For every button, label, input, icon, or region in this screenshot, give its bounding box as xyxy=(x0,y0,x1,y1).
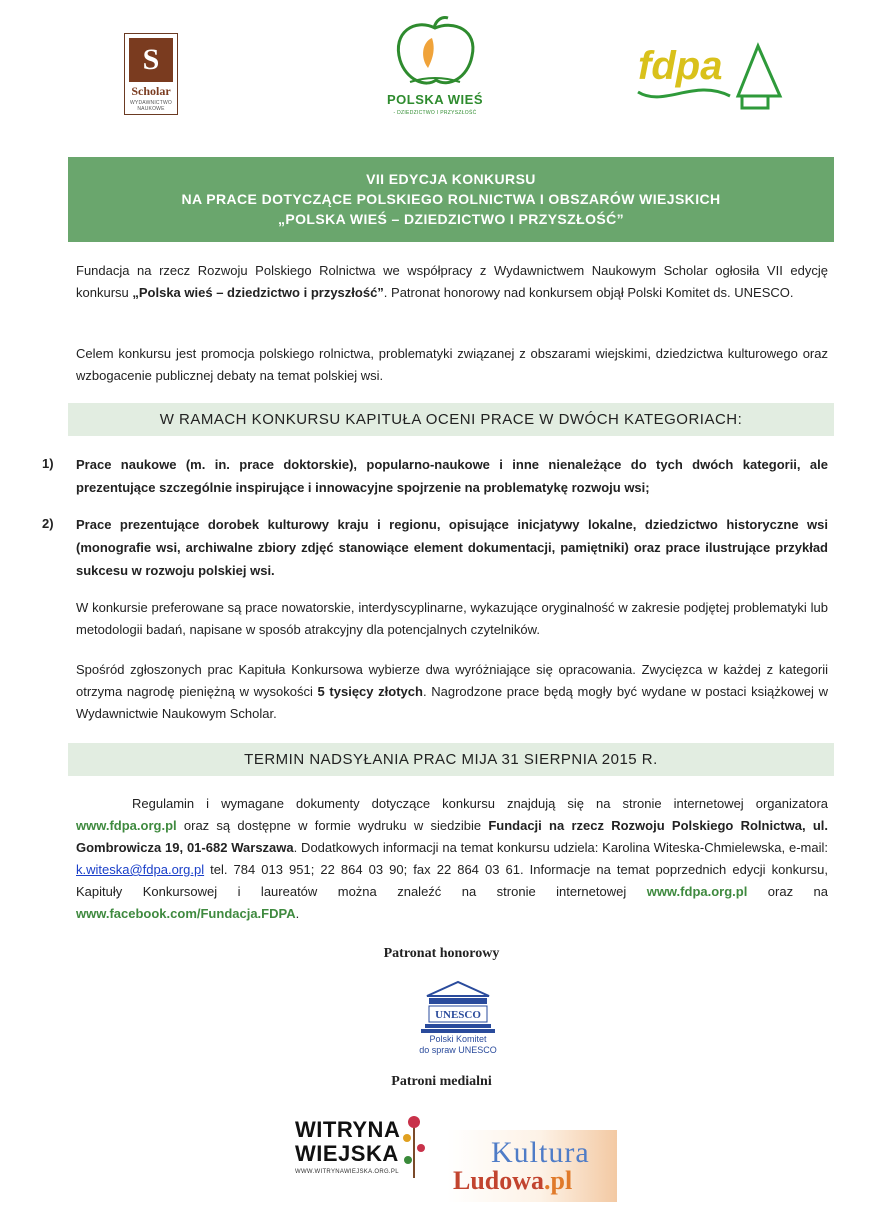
polska-wies-logo-tagline: - DZIEDZICTWO I PRZYSZŁOŚĆ xyxy=(393,110,477,116)
polska-wies-logo xyxy=(370,14,500,124)
prize-amount: 5 tysięcy złotych xyxy=(317,684,423,699)
witryna-logo-url: WWW.WITRYNAWIEJSKA.ORG.PL xyxy=(295,1169,399,1175)
flower-icon xyxy=(399,1112,429,1182)
honorary-patronage-label: Patronat honorowy xyxy=(383,946,500,961)
info-text-b: oraz są dostępne w formie wydruku w siedzibie xyxy=(176,818,489,833)
prize-text-b: . Nagrodzone prace będą mogły być wydane w postaci książkowej w Wydawnictwie Naukowym Scholar. xyxy=(76,684,828,721)
witryna-wiejska-logo xyxy=(295,1118,435,1198)
banner-line-1: VII EDYCJA KONKURSU xyxy=(366,171,536,187)
category-1-number: 1) xyxy=(42,456,54,471)
prize-text-a: Spośród zgłoszonych prac Kapituła Konkursowa wybierze dwa wyróżniające się opracowania. Zwycięzca w każdej z kategorii otrzyma nagrodę pieniężną w wysokości xyxy=(76,662,828,699)
unesco-logo xyxy=(413,978,503,1058)
intro-p1-text-b: . Patronat honorowy nad konkursem objął Polski Komitet ds. UNESCO. xyxy=(383,285,794,300)
category-1-text: Prace naukowe (m. in. prace doktorskie), popularno-naukowe i inne nienależące do tych dwóch kategorii, ale prezentujące szczególnie inspirujące i innowacyjne spojrzenie na problematykę rozwoju wsi; xyxy=(76,457,828,495)
intro-paragraph-2: Celem konkursu jest promocja polskiego rolnictwa, problematyki związanej z obszarami wiejskimi, dziedzictwa kulturowego oraz wzbogacenie publicznej debaty na temat polskiej wsi. xyxy=(76,346,828,383)
intro-p1-text-a: Fundacja na rzecz Rozwoju Polskiego Rolnictwa we współpracy z Wydawnictwem Naukowym Scholar ogłosiła VII edycję konkursu xyxy=(76,263,828,300)
categories-heading: W RAMACH KONKURSU KAPITUŁA OCENI PRACE W DWÓCH KATEGORIACH: xyxy=(68,403,834,436)
unesco-caption xyxy=(413,1034,503,1056)
info-text-d: tel. 784 013 951; 22 864 03 90; fax 22 864 03 61. Informacje na temat poprzednich edycji konkursu, Kapituły Konkursowej i laureatów można znaleźć na stronie internetowej xyxy=(76,862,828,899)
fdpa-website-link[interactable]: www.fdpa.org.pl xyxy=(76,818,177,833)
unesco-name: UNESCO xyxy=(435,1009,481,1021)
contest-name-bold: „Polska wieś – dziedzictwo i przyszłość” xyxy=(132,285,384,300)
kultura-ludowa-logo xyxy=(447,1130,617,1202)
witryna-logo-line-1: WITRYNA xyxy=(295,1117,401,1142)
banner-line-3: „POLSKA WIEŚ – DZIEDZICTWO I PRZYSZŁOŚĆ” xyxy=(277,211,625,227)
prize-paragraph xyxy=(76,659,828,725)
kultura-logo-ludowa: Ludowa xyxy=(453,1166,545,1195)
unesco-caption-line-2: do spraw UNESCO xyxy=(419,1045,497,1055)
info-text-f: . xyxy=(295,906,300,921)
media-patrons-label: Patroni medialni xyxy=(391,1074,492,1089)
facebook-link[interactable]: www.facebook.com/Fundacja.FDPA xyxy=(76,906,296,921)
info-text-a: Regulamin i wymagane dokumenty dotyczące konkursu znajdują się na stronie internetowej organizatora xyxy=(132,796,828,811)
scholar-logo-letter: S xyxy=(129,38,173,82)
category-2-number: 2) xyxy=(42,516,54,531)
contact-email-link[interactable]: k.witeska@fdpa.org.pl xyxy=(76,862,205,877)
fdpa-website-link-2[interactable]: www.fdpa.org.pl xyxy=(646,884,748,899)
preferences-paragraph: W konkursie preferowane są prace nowatorskie, interdyscyplinarne, wykazujące oryginalność w zakresie podjętej problematyki lub metodologii badań, napisane w sposób atrakcyjny dla potencjalnych czytelników. xyxy=(76,600,828,637)
category-2-text: Prace prezentujące dorobek kulturowy kraju i regionu, opisujące inicjatywy lokalne, dziedzictwo historyczne wsi (monografie wsi, archiwalne zbiory zdjęć stanowiące element dokumentacji, pamiętniki) oraz prace ilustrujące przykład sukcesu w rozwoju polskiej wsi. xyxy=(76,517,828,578)
polska-wies-logo-title: POLSKA WIEŚ xyxy=(386,92,484,107)
title-banner xyxy=(68,157,834,242)
fdpa-logo-text: fdpa xyxy=(638,44,723,88)
fdpa-logo xyxy=(634,38,784,114)
kultura-logo-line-2 xyxy=(453,1166,572,1196)
scholar-logo-subtitle: WYDAWNICTWO NAUKOWE xyxy=(129,100,172,112)
foundation-address: Fundacji na rzecz Rozwoju Polskiego Rolnictwa, ul. Gombrowicza 19, 01-682 Warszawa xyxy=(76,818,829,855)
apple-icon xyxy=(370,14,500,94)
scholar-logo xyxy=(124,33,178,115)
kultura-logo-line-1: Kultura xyxy=(491,1136,590,1169)
deadline-heading: TERMIN NADSYŁANIA PRAC MIJA 31 SIERPNIA 2015 R. xyxy=(68,743,834,776)
scholar-logo-name: Scholar xyxy=(131,84,171,98)
info-text-c: . Dodatkowych informacji na temat konkursu udziela: Karolina Witeska-Chmielewska, e-mail: xyxy=(293,840,828,855)
banner-line-2: NA PRACE DOTYCZĄCE POLSKIEGO ROLNICTWA I OBSZARÓW WIEJSKICH xyxy=(181,191,721,207)
witryna-logo-line-2: WIEJSKA xyxy=(295,1141,399,1166)
unesco-temple-icon xyxy=(413,978,503,1034)
info-paragraph xyxy=(76,793,828,925)
unesco-caption-line-1: Polski Komitet xyxy=(429,1034,487,1044)
intro-paragraph-1 xyxy=(76,260,828,304)
info-text-e: oraz na xyxy=(747,884,828,899)
kultura-logo-suffix: .pl xyxy=(544,1166,573,1195)
